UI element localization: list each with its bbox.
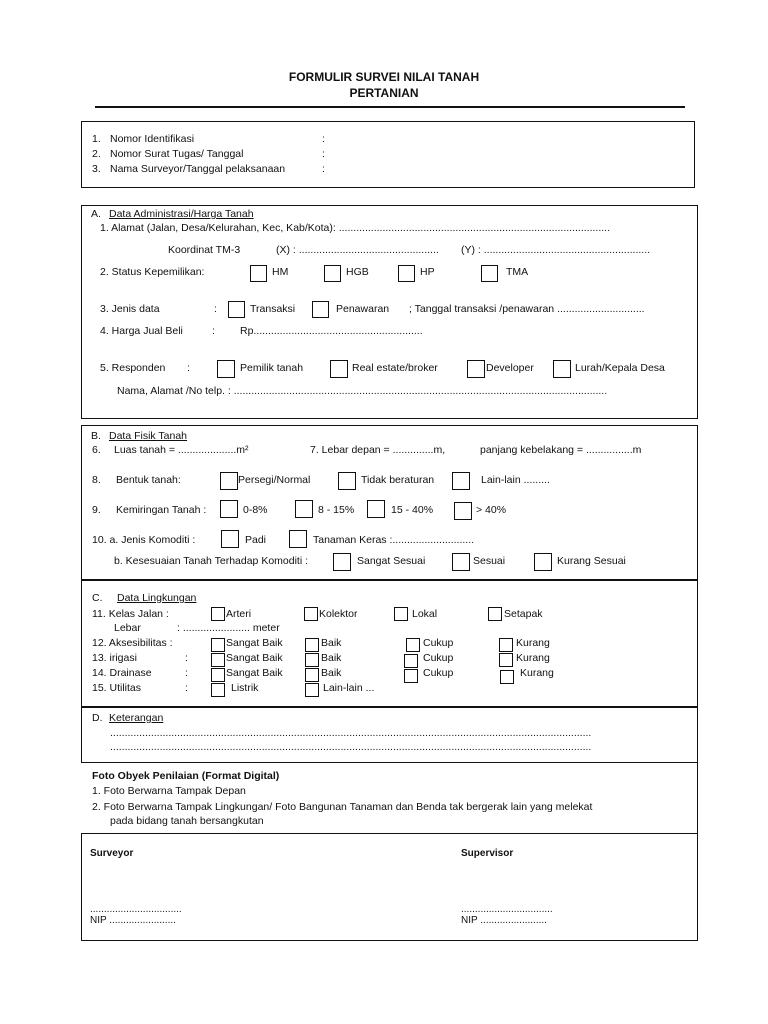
kelas-lokal-checkbox[interactable]: [394, 607, 408, 621]
aksesibilitas-kurang-checkbox[interactable]: [499, 638, 513, 652]
utilitas-lain-label: Lain-lain ...: [323, 682, 375, 694]
aksesibilitas-sangat-baik-checkbox[interactable]: [211, 638, 225, 652]
koordinat-x-field[interactable]: (X) : ................................................: [276, 244, 439, 256]
kemiringan-0-8-checkbox[interactable]: [220, 500, 238, 518]
drainase-cukup-label: Cukup: [423, 667, 454, 679]
kelas-jalan-label: 11. Kelas Jalan :: [92, 608, 169, 620]
status-hgb-checkbox[interactable]: [324, 265, 341, 282]
form-title: FORMULIR SURVEI NILAI TANAH: [288, 70, 480, 84]
harga-colon: :: [212, 325, 215, 337]
komoditi-tanaman-keras-checkbox[interactable]: [289, 530, 307, 548]
aksesibilitas-sangat-baik-label: Sangat Baik: [226, 637, 283, 649]
komoditi-padi-checkbox[interactable]: [221, 530, 239, 548]
surveyor-label: Surveyor: [90, 848, 134, 859]
kemiringan-label: Kemiringan Tanah :: [116, 504, 207, 516]
ident-label-1: Nomor Identifikasi: [110, 133, 195, 145]
kelas-kolektor-checkbox[interactable]: [304, 607, 318, 621]
kesesuaian-sangat-sesuai-label: Sangat Sesuai: [357, 555, 426, 567]
form-subtitle: PERTANIAN: [349, 86, 419, 100]
kelas-arteri-label: Arteri: [226, 608, 252, 620]
ident-label-2: Nomor Surat Tugas/ Tanggal: [110, 148, 244, 160]
jenis-transaksi-checkbox[interactable]: [228, 301, 245, 318]
resp-developer-label: Developer: [486, 362, 534, 374]
koordinat-y-field[interactable]: (Y) : .........................................................: [461, 244, 651, 256]
nama-alamat-field[interactable]: Nama, Alamat /No telp. : ................................................................................................................................: [117, 385, 608, 397]
jenis-data-label: 3. Jenis data: [100, 303, 160, 315]
panjang-field[interactable]: panjang kebelakang = ................m: [480, 444, 642, 456]
bentuk-num: 8.: [92, 474, 101, 486]
title-divider: [95, 106, 685, 108]
responden-colon: :: [187, 362, 190, 374]
jenis-data-colon: :: [214, 303, 217, 315]
kemiringan-40-label: > 40%: [476, 504, 507, 516]
kemiringan-num: 9.: [92, 504, 101, 516]
utilitas-listrik-label: Listrik: [231, 682, 259, 694]
keterangan-line-2[interactable]: .....................................................................................................................................................................: [110, 741, 592, 753]
aksesibilitas-label: 12. Aksesibilitas :: [92, 637, 173, 649]
resp-realestate-checkbox[interactable]: [330, 360, 348, 378]
ident-colon-1[interactable]: :: [322, 133, 325, 145]
bentuk-label: Bentuk tanah:: [116, 474, 181, 486]
lebar-jalan-field[interactable]: : ....................... meter: [177, 622, 280, 634]
foto-item-1: 1. Foto Berwarna Tampak Depan: [92, 785, 246, 797]
section-b-letter: B.: [91, 430, 101, 442]
section-a-heading: Data Administrasi/Harga Tanah: [109, 208, 254, 220]
kelas-kolektor-label: Kolektor: [319, 608, 358, 620]
kesesuaian-label: b. Kesesuaian Tanah Terhadap Komoditi :: [114, 555, 308, 567]
jenis-penawaran-checkbox[interactable]: [312, 301, 329, 318]
surveyor-nip[interactable]: NIP ........................: [90, 915, 176, 926]
harga-field[interactable]: Rp..........................................................: [240, 325, 423, 337]
irigasi-kurang-label: Kurang: [516, 652, 550, 664]
section-d-heading: Keterangan: [109, 712, 164, 724]
aksesibilitas-baik-label: Baik: [321, 637, 342, 649]
kesesuaian-kurang-label: Kurang Sesuai: [557, 555, 626, 567]
supervisor-nip[interactable]: NIP ........................: [461, 915, 547, 926]
kelas-lokal-label: Lokal: [412, 608, 438, 620]
aksesibilitas-cukup-checkbox[interactable]: [406, 638, 420, 652]
resp-lurah-checkbox[interactable]: [553, 360, 571, 378]
resp-lurah-label: Lurah/Kepala Desa: [575, 362, 665, 374]
status-hp-checkbox[interactable]: [398, 265, 415, 282]
irigasi-sangat-baik-label: Sangat Baik: [226, 652, 283, 664]
ident-num-2: 2.: [92, 148, 101, 160]
drainase-label: 14. Drainase: [92, 667, 152, 679]
ident-num-3: 3.: [92, 163, 101, 175]
aksesibilitas-baik-checkbox[interactable]: [305, 638, 319, 652]
irigasi-sangat-baik-checkbox[interactable]: [211, 653, 225, 667]
resp-pemilik-label: Pemilik tanah: [240, 362, 304, 374]
drainase-sangat-baik-label: Sangat Baik: [226, 667, 283, 679]
ident-label-3: Nama Surveyor/Tanggal pelaksanaan: [110, 163, 286, 175]
komoditi-label: 10. a. Jenis Komoditi :: [92, 534, 196, 546]
drainase-sangat-baik-checkbox[interactable]: [211, 668, 225, 682]
koordinat-label: Koordinat TM-3: [168, 244, 241, 256]
section-d-letter: D.: [92, 712, 103, 724]
irigasi-cukup-checkbox[interactable]: [404, 654, 418, 668]
kelas-arteri-checkbox[interactable]: [211, 607, 225, 621]
kesesuaian-sesuai-checkbox[interactable]: [452, 553, 470, 571]
aksesibilitas-cukup-label: Cukup: [423, 637, 454, 649]
status-hm-checkbox[interactable]: [250, 265, 267, 282]
ident-colon-2[interactable]: :: [322, 148, 325, 160]
foto-heading: Foto Obyek Penilaian (Format Digital): [92, 770, 280, 782]
kemiringan-40-checkbox[interactable]: [454, 502, 472, 520]
ident-colon-3[interactable]: :: [322, 163, 325, 175]
surveyor-signature-line[interactable]: .................................: [90, 904, 182, 915]
kelas-setapak-checkbox[interactable]: [488, 607, 502, 621]
resp-pemilik-checkbox[interactable]: [217, 360, 235, 378]
drainase-colon: :: [185, 667, 188, 679]
komoditi-padi-label: Padi: [245, 534, 267, 546]
resp-realestate-label: Real estate/broker: [352, 362, 438, 374]
resp-developer-checkbox[interactable]: [467, 360, 485, 378]
kemiringan-15-40-checkbox[interactable]: [367, 500, 385, 518]
irigasi-cukup-label: Cukup: [423, 652, 454, 664]
tanggal-transaksi-field[interactable]: ; Tanggal transaksi /penawaran ..............................: [409, 303, 645, 315]
irigasi-kurang-checkbox[interactable]: [499, 653, 513, 667]
bentuk-lain-label: Lain-lain .........: [481, 474, 550, 486]
ident-num-1: 1.: [92, 133, 101, 145]
responden-label: 5. Responden: [100, 362, 166, 374]
drainase-cukup-checkbox[interactable]: [404, 669, 418, 683]
status-tma-label: TMA: [506, 266, 529, 278]
drainase-baik-checkbox[interactable]: [305, 668, 319, 682]
status-tma-checkbox[interactable]: [481, 265, 498, 282]
foto-item-2: 2. Foto Berwarna Tampak Lingkungan/ Foto Bangunan Tanaman dan Benda tak bergerak lain yang melekat: [92, 801, 593, 813]
keterangan-line-1[interactable]: .....................................................................................................................................................................: [110, 727, 592, 739]
alamat-field[interactable]: 1. Alamat (Jalan, Desa/Kelurahan, Kec, Kab/Kota): .............................................................................................: [100, 222, 611, 234]
irigasi-baik-label: Baik: [321, 652, 342, 664]
irigasi-label: 13. irigasi: [92, 652, 137, 664]
section-c-letter: C.: [92, 592, 103, 604]
lebar-depan-field[interactable]: 7. Lebar depan = ..............m,: [310, 444, 446, 456]
irigasi-baik-checkbox[interactable]: [305, 653, 319, 667]
kesesuaian-sesuai-label: Sesuai: [473, 555, 506, 567]
supervisor-signature-line[interactable]: .................................: [461, 904, 553, 915]
irigasi-colon: :: [185, 652, 188, 664]
kemiringan-8-15-label: 8 - 15%: [318, 504, 355, 516]
status-hm-label: HM: [272, 266, 289, 278]
jenis-transaksi-label: Transaksi: [250, 303, 296, 315]
utilitas-colon: :: [185, 682, 188, 694]
status-label: 2. Status Kepemilikan:: [100, 266, 205, 278]
jenis-penawaran-label: Penawaran: [336, 303, 390, 315]
luas-num: 6.: [92, 444, 101, 456]
harga-label: 4. Harga Jual Beli: [100, 325, 183, 337]
bentuk-lain-checkbox[interactable]: [452, 472, 470, 490]
kesesuaian-sangat-sesuai-checkbox[interactable]: [333, 553, 351, 571]
luas-field[interactable]: Luas tanah = ....................m²: [114, 444, 249, 456]
status-hp-label: HP: [420, 266, 435, 278]
drainase-baik-label: Baik: [321, 667, 342, 679]
section-c-heading: Data Lingkungan: [117, 592, 197, 604]
foto-item-2-cont: pada bidang tanah bersangkutan: [110, 815, 264, 827]
supervisor-label: Supervisor: [461, 848, 514, 859]
kelas-setapak-label: Setapak: [504, 608, 543, 620]
utilitas-label: 15. Utilitas: [92, 682, 142, 694]
aksesibilitas-kurang-label: Kurang: [516, 637, 550, 649]
bentuk-persegi-label: Persegi/Normal: [238, 474, 311, 486]
drainase-kurang-checkbox[interactable]: [500, 670, 514, 684]
kemiringan-8-15-checkbox[interactable]: [295, 500, 313, 518]
utilitas-listrik-checkbox[interactable]: [211, 683, 225, 697]
section-b-heading: Data Fisik Tanah: [109, 430, 188, 442]
drainase-kurang-label: Kurang: [520, 667, 554, 679]
kemiringan-15-40-label: 15 - 40%: [391, 504, 434, 516]
utilitas-lain-checkbox[interactable]: [305, 683, 319, 697]
bentuk-persegi-checkbox[interactable]: [220, 472, 238, 490]
status-hgb-label: HGB: [346, 266, 369, 278]
tanaman-keras-field[interactable]: Tanaman Keras :............................: [313, 534, 475, 546]
kemiringan-0-8-label: 0-8%: [243, 504, 268, 516]
section-a-letter: A.: [91, 208, 101, 220]
bentuk-tidak-beraturan-checkbox[interactable]: [338, 472, 356, 490]
kesesuaian-kurang-checkbox[interactable]: [534, 553, 552, 571]
lebar-jalan-label: Lebar: [114, 622, 141, 634]
bentuk-tidak-beraturan-label: Tidak beraturan: [361, 474, 435, 486]
